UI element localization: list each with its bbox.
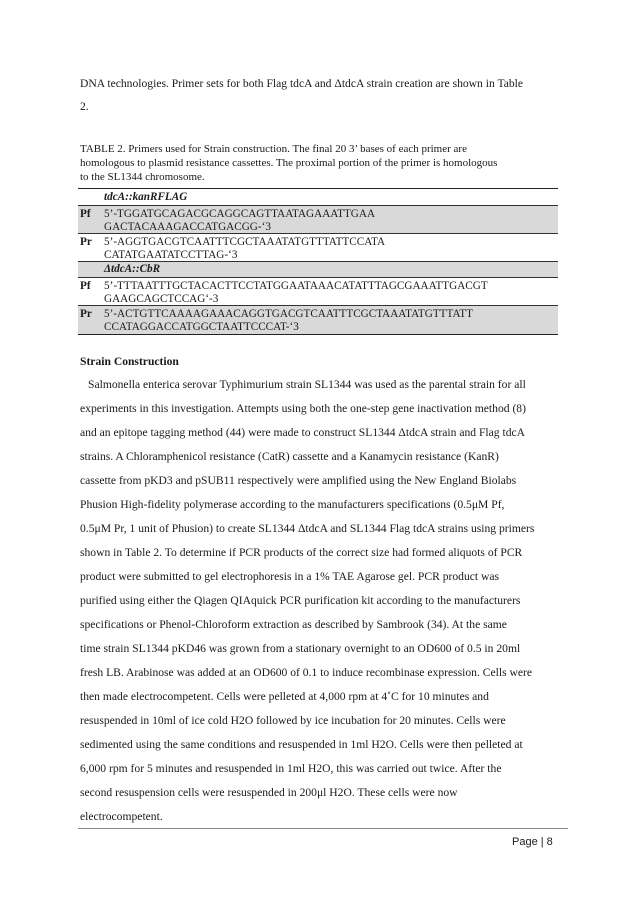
body-line: strains. A Chloramphenicol resistance (CatR) cassette and a Kanamycin resistance (KanR) bbox=[80, 450, 499, 463]
table-group-header-1 bbox=[78, 188, 558, 206]
body-line: specifications or Phenol-Chloroform extraction as described by Sambrook (34). At the same bbox=[80, 618, 507, 631]
table-caption-line-1: TABLE 2. Primers used for Strain construction. The final 20 3’ bases of each primer are bbox=[80, 143, 467, 155]
body-line: Salmonella enterica serovar Typhimurium strain SL1344 was used as the parental strain for all bbox=[88, 378, 526, 391]
sequence-line: CCATAGGACCATGGCTAATTCCCAT-‘3 bbox=[104, 321, 299, 333]
body-line: Phusion High-fidelity polymerase according to the manufacturers specifications (0.5μM Pf, bbox=[80, 498, 505, 511]
body-line: 6,000 rpm for 5 minutes and resuspended in 1ml H2O, this was carried out twice. After the bbox=[80, 762, 502, 775]
row-label: Pr bbox=[80, 308, 92, 320]
body-line: 0.5μM Pr, 1 unit of Phusion) to create SL1344 ΔtdcA and SL1344 Flag tdcA strains using primers bbox=[80, 522, 535, 535]
sequence-line: GAAGCAGCTCCAG‘-3 bbox=[104, 293, 219, 305]
footer-rule bbox=[78, 828, 568, 829]
body-line: experiments in this investigation. Attempts using both the one-step gene inactivation method (8) bbox=[80, 402, 526, 415]
body-line: sedimented using the same conditions and resuspended in 1ml H2O. Cells were then pelleted at bbox=[80, 738, 523, 751]
body-line: second resuspension cells were resuspended in 200μl H2O. These cells were now bbox=[80, 786, 458, 799]
table-row-pr-1 bbox=[78, 233, 558, 262]
sequence-line: 5’-AGGTGACGTCAATTTCGCTAAATATGTTTATTCCATA bbox=[104, 236, 386, 248]
body-line: fresh LB. Arabinose was added at an OD600 of 0.1 to induce recombinase expression. Cells were bbox=[80, 666, 533, 679]
table-row-pr-2 bbox=[78, 305, 558, 335]
section-heading: Strain Construction bbox=[80, 355, 179, 368]
sequence-line: CATATGAATATCCTTAG-‘3 bbox=[104, 249, 238, 261]
body-line: resuspended in 10ml of ice cold H2O followed by ice incubation for 20 minutes. Cells were bbox=[80, 714, 506, 727]
body-line: purified using either the Qiagen QIAquick PCR purification kit according to the manufacturers bbox=[80, 594, 521, 607]
row-label: Pr bbox=[80, 236, 92, 248]
body-line: electrocompetent. bbox=[80, 810, 163, 823]
group2-header: ΔtdcA::CbR bbox=[104, 263, 161, 275]
table-row-pf-2 bbox=[78, 277, 558, 306]
intro-line-1: DNA technologies. Primer sets for both Flag tdcA and ΔtdcA strain creation are shown in Table bbox=[80, 77, 524, 90]
intro-line-2: 2. bbox=[80, 100, 89, 113]
table-row-pf-1 bbox=[78, 205, 558, 234]
body-line: time strain SL1344 pKD46 was grown from a stationary overnight to an OD600 of 0.5 in 20ml bbox=[80, 642, 521, 655]
row-label: Pf bbox=[80, 208, 91, 220]
body-line: and an epitope tagging method (44) were made to construct SL1344 ΔtdcA strain and Flag tdcA bbox=[80, 426, 526, 439]
sequence-line: GACTACAAAGACCATGACGG-‘3 bbox=[104, 221, 271, 233]
primer-table bbox=[78, 188, 558, 342]
body-line: shown in Table 2. To determine if PCR products of the correct size had formed aliquots of PCR bbox=[80, 546, 523, 559]
page-number: Page | 8 bbox=[512, 836, 553, 848]
sequence-line: 5’-ACTGTTCAAAAGAAACAGGTGACGTCAATTTCGCTAAATATGTTTATT bbox=[104, 308, 473, 320]
body-line: cassette from pKD3 and pSUB11 respectively were amplified using the New England Biolabs bbox=[80, 474, 517, 487]
table-caption-line-3: to the SL1344 chromosome. bbox=[80, 171, 205, 183]
sequence-line: 5’-TGGATGCAGACGCAGGCAGTTAATAGAAATTGAA bbox=[104, 208, 376, 220]
sequence-line: 5’-TTTAATTTGCTACACTTCCTATGGAATAAACATATTTAGCGAAATTGACGT bbox=[104, 280, 488, 292]
body-line: then made electrocompetent. Cells were pelleted at 4,000 rpm at 4˚C for 10 minutes and bbox=[80, 690, 489, 703]
row-label: Pf bbox=[80, 280, 91, 292]
group1-header: tdcA::kanRFLAG bbox=[104, 191, 188, 203]
table-group-header-2 bbox=[78, 261, 558, 278]
body-line: product were submitted to gel electrophoresis in a 1% TAE Agarose gel. PCR product was bbox=[80, 570, 500, 583]
table-caption-line-2: homologous to plasmid resistance cassettes. The proximal portion of the primer is homologous bbox=[80, 157, 498, 169]
